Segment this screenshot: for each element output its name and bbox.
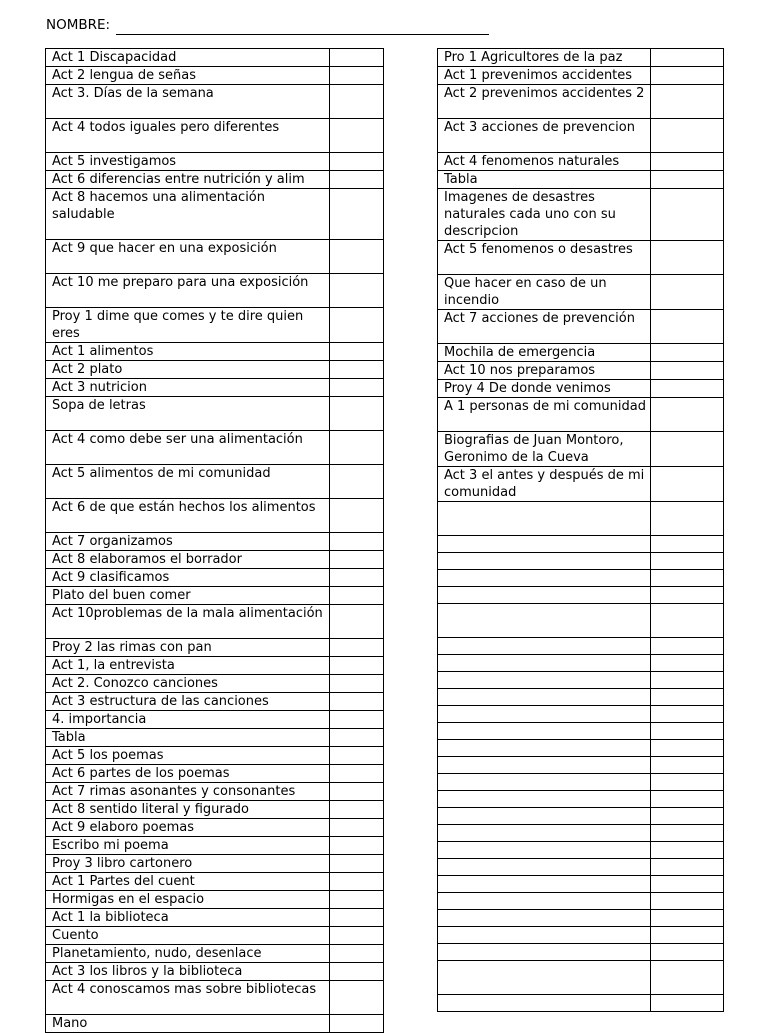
check-cell[interactable] <box>330 343 384 361</box>
table-row <box>438 689 724 706</box>
check-cell[interactable] <box>330 693 384 711</box>
table-row <box>46 153 384 171</box>
check-cell[interactable] <box>651 467 724 502</box>
check-cell[interactable] <box>330 533 384 551</box>
table-row <box>46 981 384 1015</box>
table-row <box>438 672 724 689</box>
activity-cell: Planetamiento, nudo, desenlace <box>46 945 330 963</box>
table-row <box>46 119 384 153</box>
table-row <box>46 533 384 551</box>
check-cell[interactable] <box>330 747 384 765</box>
activity-cell: A 1 personas de mi comunidad <box>438 398 651 432</box>
check-cell[interactable] <box>330 605 384 639</box>
activity-cell <box>438 536 651 553</box>
activity-cell: Act 4 fenomenos naturales <box>438 153 651 171</box>
activity-cell: Act 3 los libros y la biblioteca <box>46 963 330 981</box>
activity-cell <box>438 842 651 859</box>
table-row <box>438 842 724 859</box>
activity-cell <box>438 774 651 791</box>
right-checklist-table <box>437 48 724 1012</box>
check-cell[interactable] <box>651 791 724 808</box>
name-line[interactable] <box>116 34 489 35</box>
table-row <box>438 604 724 638</box>
name-label: NOMBRE: <box>46 17 111 33</box>
check-cell[interactable] <box>330 783 384 801</box>
check-cell[interactable] <box>330 675 384 693</box>
activity-cell: Cuento <box>46 927 330 945</box>
table-row <box>46 569 384 587</box>
check-cell[interactable] <box>651 876 724 893</box>
activity-cell: Act 10problemas de la mala alimentación <box>46 605 330 639</box>
activity-cell: Act 3 acciones de prevencion <box>438 119 651 153</box>
table-row <box>438 310 724 344</box>
check-cell[interactable] <box>330 49 384 67</box>
check-cell[interactable] <box>330 153 384 171</box>
activity-cell: Proy 1 dime que comes y te dire quien eres <box>46 308 330 343</box>
check-cell[interactable] <box>330 855 384 873</box>
table-row <box>46 891 384 909</box>
activity-cell <box>438 757 651 774</box>
check-cell[interactable] <box>330 569 384 587</box>
activity-cell: Que hacer en caso de un incendio <box>438 275 651 310</box>
activity-cell <box>438 927 651 944</box>
activity-cell: Act 10 me preparo para una exposición <box>46 274 330 308</box>
activity-cell: Act 9 clasificamos <box>46 569 330 587</box>
check-cell[interactable] <box>651 189 724 241</box>
check-cell[interactable] <box>651 587 724 604</box>
table-row <box>438 995 724 1012</box>
left-checklist-table <box>45 48 384 1033</box>
check-cell[interactable] <box>330 639 384 657</box>
table-row <box>46 605 384 639</box>
table-row <box>438 432 724 467</box>
activity-cell <box>438 825 651 842</box>
check-cell[interactable] <box>330 819 384 837</box>
table-row <box>438 502 724 536</box>
activity-cell: Hormigas en el espacio <box>46 891 330 909</box>
table-row <box>46 837 384 855</box>
check-cell[interactable] <box>651 171 724 189</box>
check-cell[interactable] <box>651 604 724 638</box>
check-cell[interactable] <box>330 274 384 308</box>
check-cell[interactable] <box>651 689 724 706</box>
table-row <box>438 876 724 893</box>
activity-cell: Escribo mi poema <box>46 837 330 855</box>
activity-cell: Proy 2 las rimas con pan <box>46 639 330 657</box>
activity-cell: 4. importancia <box>46 711 330 729</box>
check-cell[interactable] <box>651 825 724 842</box>
check-cell[interactable] <box>651 740 724 757</box>
table-row <box>438 362 724 380</box>
table-row <box>438 859 724 876</box>
table-row <box>438 740 724 757</box>
activity-cell: Act 1, la entrevista <box>46 657 330 675</box>
check-cell[interactable] <box>330 873 384 891</box>
activity-cell <box>438 740 651 757</box>
check-cell[interactable] <box>330 171 384 189</box>
activity-cell: Act 8 hacemos una alimentación saludable <box>46 189 330 240</box>
activity-cell <box>438 910 651 927</box>
check-cell[interactable] <box>651 655 724 672</box>
check-cell[interactable] <box>651 893 724 910</box>
activity-cell <box>438 944 651 961</box>
table-row <box>46 85 384 119</box>
check-cell[interactable] <box>330 729 384 747</box>
activity-cell: Act 5 alimentos de mi comunidad <box>46 465 330 499</box>
check-cell[interactable] <box>651 808 724 825</box>
check-cell[interactable] <box>330 945 384 963</box>
table-row <box>46 927 384 945</box>
check-cell[interactable] <box>330 801 384 819</box>
table-row <box>438 380 724 398</box>
check-cell[interactable] <box>330 85 384 119</box>
table-row <box>438 757 724 774</box>
table-row <box>438 587 724 604</box>
activity-cell <box>438 689 651 706</box>
activity-cell <box>438 587 651 604</box>
check-cell[interactable] <box>651 380 724 398</box>
table-row <box>438 944 724 961</box>
table-row <box>438 638 724 655</box>
activity-cell: Tabla <box>46 729 330 747</box>
activity-cell: Act 2 prevenimos accidentes 2 <box>438 85 651 119</box>
activity-cell: Biografias de Juan Montoro, Geronimo de la Cueva <box>438 432 651 467</box>
activity-cell <box>438 570 651 587</box>
table-row <box>46 587 384 605</box>
activity-cell: Act 4 como debe ser una alimentación <box>46 431 330 465</box>
table-row <box>46 67 384 85</box>
table-row <box>46 693 384 711</box>
check-cell[interactable] <box>651 842 724 859</box>
activity-cell <box>438 723 651 740</box>
table-row <box>46 431 384 465</box>
table-row <box>438 67 724 85</box>
check-cell[interactable] <box>651 910 724 927</box>
check-cell[interactable] <box>651 536 724 553</box>
check-cell[interactable] <box>651 67 724 85</box>
check-cell[interactable] <box>330 119 384 153</box>
table-row <box>46 657 384 675</box>
table-row <box>46 639 384 657</box>
activity-cell: Act 4 conoscamos mas sobre bibliotecas <box>46 981 330 1015</box>
table-row <box>438 791 724 808</box>
activity-cell: Mano <box>46 1015 330 1033</box>
table-row <box>438 808 724 825</box>
activity-cell: Act 10 nos preparamos <box>438 362 651 380</box>
check-cell[interactable] <box>330 397 384 431</box>
check-cell[interactable] <box>651 432 724 467</box>
check-cell[interactable] <box>330 711 384 729</box>
table-row <box>46 379 384 397</box>
table-row <box>46 945 384 963</box>
activity-cell <box>438 706 651 723</box>
check-cell[interactable] <box>330 765 384 783</box>
table-row <box>46 855 384 873</box>
table-row <box>438 189 724 241</box>
check-cell[interactable] <box>651 153 724 171</box>
check-cell[interactable] <box>651 757 724 774</box>
table-row <box>438 536 724 553</box>
table-row <box>46 801 384 819</box>
table-row <box>46 747 384 765</box>
check-cell[interactable] <box>651 638 724 655</box>
activity-cell <box>438 502 651 536</box>
activity-cell: Act 7 organizamos <box>46 533 330 551</box>
activity-cell: Act 2 plato <box>46 361 330 379</box>
activity-cell: Act 2. Conozco canciones <box>46 675 330 693</box>
check-cell[interactable] <box>651 706 724 723</box>
activity-cell: Act 4 todos iguales pero diferentes <box>46 119 330 153</box>
check-cell[interactable] <box>330 431 384 465</box>
table-row <box>46 189 384 240</box>
check-cell[interactable] <box>330 657 384 675</box>
check-cell[interactable] <box>651 672 724 689</box>
activity-cell <box>438 604 651 638</box>
activity-cell <box>438 995 651 1012</box>
table-row <box>438 275 724 310</box>
check-cell[interactable] <box>651 961 724 995</box>
table-row <box>438 119 724 153</box>
table-row <box>438 344 724 362</box>
table-row <box>438 774 724 791</box>
activity-cell: Act 5 los poemas <box>46 747 330 765</box>
activity-cell <box>438 808 651 825</box>
table-row <box>438 467 724 502</box>
table-row <box>438 706 724 723</box>
activity-cell <box>438 961 651 995</box>
activity-cell: Act 1 la biblioteca <box>46 909 330 927</box>
check-cell[interactable] <box>330 189 384 240</box>
table-row <box>438 153 724 171</box>
activity-cell: Act 1 prevenimos accidentes <box>438 67 651 85</box>
check-cell[interactable] <box>330 551 384 569</box>
activity-cell: Tabla <box>438 171 651 189</box>
table-row <box>438 825 724 842</box>
check-cell[interactable] <box>651 85 724 119</box>
table-row <box>46 675 384 693</box>
activity-cell: Act 9 que hacer en una exposición <box>46 240 330 274</box>
activity-cell <box>438 791 651 808</box>
check-cell[interactable] <box>330 361 384 379</box>
table-row <box>46 308 384 343</box>
table-row <box>438 570 724 587</box>
check-cell[interactable] <box>330 465 384 499</box>
table-row <box>46 551 384 569</box>
activity-cell: Mochila de emergencia <box>438 344 651 362</box>
check-cell[interactable] <box>651 398 724 432</box>
table-row <box>438 171 724 189</box>
table-row <box>46 465 384 499</box>
table-row <box>46 499 384 533</box>
check-cell[interactable] <box>330 837 384 855</box>
activity-cell: Act 6 partes de los poemas <box>46 765 330 783</box>
activity-cell: Act 3 estructura de las canciones <box>46 693 330 711</box>
check-cell[interactable] <box>651 570 724 587</box>
check-cell[interactable] <box>651 275 724 310</box>
activity-cell <box>438 876 651 893</box>
table-row <box>438 927 724 944</box>
check-cell[interactable] <box>651 310 724 344</box>
check-cell[interactable] <box>330 240 384 274</box>
activity-cell <box>438 859 651 876</box>
check-cell[interactable] <box>651 723 724 740</box>
check-cell[interactable] <box>651 119 724 153</box>
table-row <box>46 171 384 189</box>
activity-cell: Act 8 elaboramos el borrador <box>46 551 330 569</box>
check-cell[interactable] <box>651 995 724 1012</box>
table-row <box>438 910 724 927</box>
check-cell[interactable] <box>330 891 384 909</box>
activity-cell <box>438 655 651 672</box>
table-row <box>46 909 384 927</box>
table-row <box>46 819 384 837</box>
activity-cell: Act 9 elaboro poemas <box>46 819 330 837</box>
table-row <box>46 274 384 308</box>
activity-cell: Act 6 de que están hechos los alimentos <box>46 499 330 533</box>
check-cell[interactable] <box>651 859 724 876</box>
table-row <box>438 893 724 910</box>
activity-cell: Imagenes de desastres naturales cada uno con su descripcion <box>438 189 651 241</box>
table-row <box>438 241 724 275</box>
table-row <box>46 873 384 891</box>
activity-cell: Pro 1 Agricultores de la paz <box>438 49 651 67</box>
table-row <box>46 343 384 361</box>
activity-cell: Act 2 lengua de señas <box>46 67 330 85</box>
activity-cell <box>438 553 651 570</box>
check-cell[interactable] <box>651 49 724 67</box>
activity-cell: Act 1 alimentos <box>46 343 330 361</box>
check-cell[interactable] <box>330 963 384 981</box>
table-row <box>46 49 384 67</box>
check-cell[interactable] <box>330 981 384 1015</box>
activity-cell: Act 8 sentido literal y figurado <box>46 801 330 819</box>
table-row <box>46 729 384 747</box>
check-cell[interactable] <box>330 379 384 397</box>
table-row <box>46 783 384 801</box>
check-cell[interactable] <box>330 909 384 927</box>
activity-cell: Act 1 Partes del cuent <box>46 873 330 891</box>
check-cell[interactable] <box>330 499 384 533</box>
activity-cell: Plato del buen comer <box>46 587 330 605</box>
table-row <box>438 655 724 672</box>
activity-cell: Act 3 nutricion <box>46 379 330 397</box>
table-row <box>438 961 724 995</box>
activity-cell: Act 5 fenomenos o desastres <box>438 241 651 275</box>
check-cell[interactable] <box>651 241 724 275</box>
table-row <box>46 361 384 379</box>
check-cell[interactable] <box>651 362 724 380</box>
check-cell[interactable] <box>651 502 724 536</box>
check-cell[interactable] <box>651 774 724 791</box>
check-cell[interactable] <box>330 587 384 605</box>
check-cell[interactable] <box>330 927 384 945</box>
activity-cell: Act 6 diferencias entre nutrición y alim <box>46 171 330 189</box>
table-row <box>46 711 384 729</box>
table-row <box>438 398 724 432</box>
check-cell[interactable] <box>330 308 384 343</box>
activity-cell: Proy 3 libro cartonero <box>46 855 330 873</box>
table-row <box>438 85 724 119</box>
activity-cell: Act 7 rimas asonantes y consonantes <box>46 783 330 801</box>
activity-cell <box>438 893 651 910</box>
activity-cell: Act 3. Días de la semana <box>46 85 330 119</box>
activity-cell: Sopa de letras <box>46 397 330 431</box>
check-cell[interactable] <box>651 553 724 570</box>
activity-cell <box>438 638 651 655</box>
table-row <box>46 765 384 783</box>
activity-cell: Proy 4 De donde venimos <box>438 380 651 398</box>
table-row <box>46 963 384 981</box>
activity-cell: Act 7 acciones de prevención <box>438 310 651 344</box>
check-cell[interactable] <box>651 944 724 961</box>
table-row <box>438 49 724 67</box>
check-cell[interactable] <box>651 927 724 944</box>
check-cell[interactable] <box>651 344 724 362</box>
table-row <box>438 723 724 740</box>
check-cell[interactable] <box>330 67 384 85</box>
table-row <box>438 553 724 570</box>
table-row <box>46 240 384 274</box>
activity-cell: Act 1 Discapacidad <box>46 49 330 67</box>
activity-cell <box>438 672 651 689</box>
activity-cell: Act 5 investigamos <box>46 153 330 171</box>
activity-cell: Act 3 el antes y después de mi comunidad <box>438 467 651 502</box>
table-row <box>46 397 384 431</box>
